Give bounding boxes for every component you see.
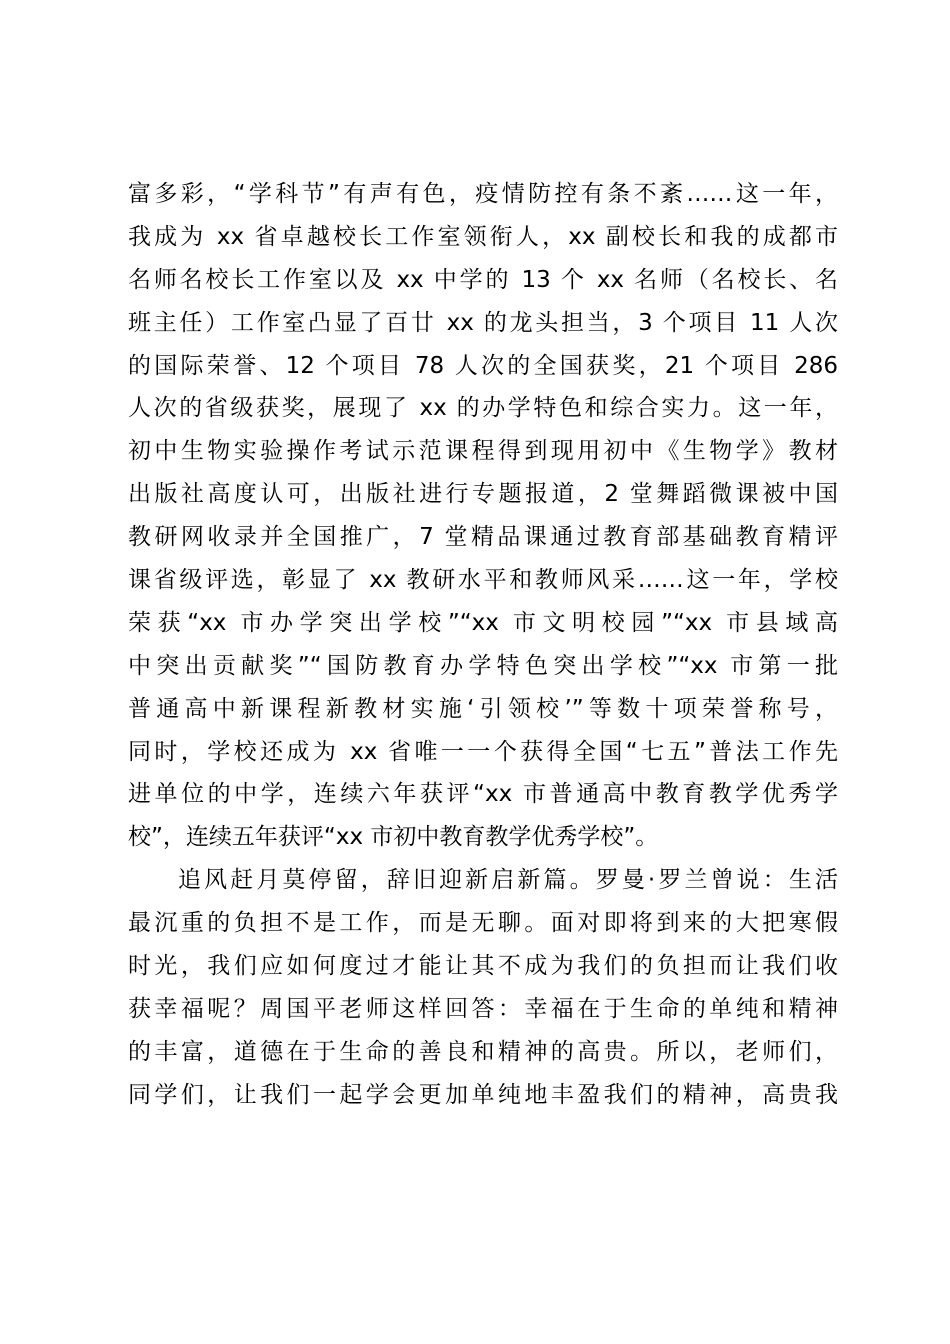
text-line: 追风赶月莫停留，辞旧迎新启新篇。罗曼·罗兰曾说：生活 [178,867,838,894]
text-line: 进单位的中学，连续六年获评“xx 市普通高中教育教学优秀学 [128,781,838,808]
text-line: 初中生物实验操作考试示范课程得到现用初中《生物学》教材 [128,438,838,465]
body-text [128,173,838,1117]
text-line: 同学们，让我们一起学会更加单纯地丰盈我们的精神，高贵我 [128,1081,838,1108]
text-line: 班主任）工作室凸显了百廿 xx 的龙头担当，3 个项目 11 人次 [128,309,838,336]
text-line: 出版社高度认可，出版社进行专题报道，2 堂舞蹈微课被中国 [128,481,838,508]
paragraph-new-year [128,859,838,1116]
text-line: 获幸福呢？周国平老师这样回答：幸福在于生命的单纯和精神 [128,995,838,1022]
text-line: 的国际荣誉、12 个项目 78 人次的全国获奖，21 个项目 286 [128,352,838,379]
text-line: 富多彩，“学科节”有声有色，疫情防控有条不紊……这一年， [128,181,838,207]
text-line: 我成为 xx 省卓越校长工作室领衔人，xx 副校长和我的成都市 [128,223,838,250]
text-line: 普通高中新课程新教材实施‘引领校’”等数十项荣誉称号， [128,695,838,722]
paragraph-achievements [128,173,838,859]
text-line: 的丰富，道德在于生命的善良和精神的高贵。所以，老师们， [128,1038,838,1065]
text-line: 最沉重的负担不是工作，而是无聊。面对即将到来的大把寒假 [128,910,838,937]
text-line: 校”，连续五年获评“xx 市初中教育教学优秀学校”。 [128,824,659,851]
text-line: 荣获“xx 市办学突出学校”“xx 市文明校园”“xx 市县域高 [128,609,838,636]
text-line: 教研网收录并全国推广，7 堂精品课通过教育部基础教育精评 [128,524,838,551]
text-line: 时光，我们应如何度过才能让其不成为我们的负担而让我们收 [128,953,838,980]
text-line: 人次的省级获奖，展现了 xx 的办学特色和综合实力。这一年， [128,395,838,422]
text-line: 中突出贡献奖”“国防教育办学特色突出学校”“xx 市第一批 [128,652,838,679]
text-line: 同时，学校还成为 xx 省唯一一个获得全国“七五”普法工作先 [128,738,838,765]
text-line: 名师名校长工作室以及 xx 中学的 13 个 xx 名师（名校长、名 [128,266,838,293]
text-line: 课省级评选，彰显了 xx 教研水平和教师风采……这一年，学校 [128,567,838,594]
